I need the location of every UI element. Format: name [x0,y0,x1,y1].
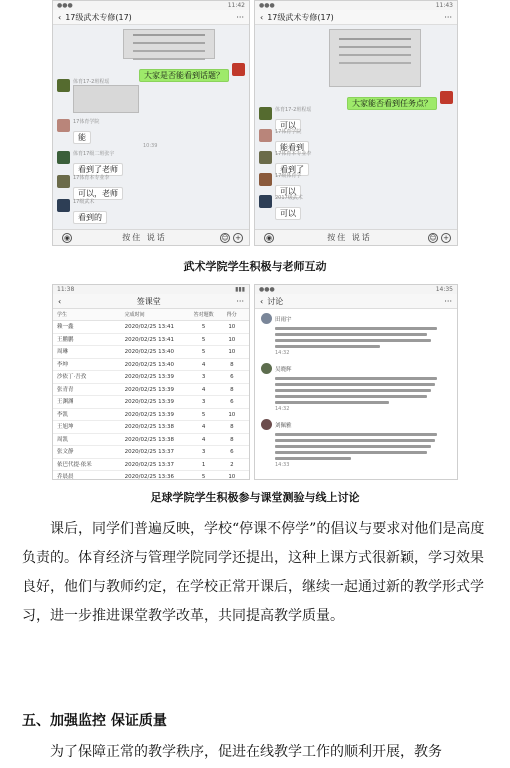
discussion-screenshot: ●●● 14:35 ‹ 讨论 ··· 田雨宇 14:32 吴晓辉 14:32 刘佩雅 14:33 [254,284,458,480]
table-row: 沙依丁·吾孜 2020/02/25 13:39 3 6 [53,371,249,384]
chat-title-bar [255,10,457,25]
chat-screenshot-left [52,0,250,246]
table-body [53,321,249,480]
table-row: 张文静 2020/02/25 13:37 3 6 [53,446,249,459]
table-row: 李坤 2020/02/25 13:40 4 8 [53,359,249,372]
status-bar: ●●● 11:42 [53,1,249,10]
chat-screenshot-right [254,0,458,246]
screen-title: 讨论 [267,296,284,306]
voice-icon[interactable]: ◉ [63,233,71,242]
avatar [261,363,272,374]
emoji-icon[interactable]: ☺ [429,233,437,242]
discussion-post: 刘佩雅 14:33 [261,419,451,468]
screen-title: 签课堂 [136,296,161,306]
table-row: 王旭坤 2020/02/25 13:38 4 8 [53,421,249,434]
body-paragraph: 为了保障正常的教学秩序，促进在线教学工作的顺利开展，教务 [50,744,442,760]
more-icon[interactable]: ··· [444,296,452,306]
caption-football: 足球学院学生积极参与课堂测验与线上讨论 [150,491,360,504]
table-row: 乔晨晨 2020/02/25 13:36 5 10 [53,471,249,480]
message-reply: 2017级武术 可以 [259,195,303,220]
message-reply: 17体育学院 能看到 [259,129,309,154]
shared-screenshot-image [123,29,215,59]
avatar [261,313,272,324]
hold-to-talk-button[interactable]: 按住 说话 [122,233,167,242]
message-reply: 体育17级二班张宇 看到了老师 [57,151,123,176]
back-icon[interactable]: ‹ [58,296,62,306]
more-icon[interactable]: ··· [444,12,452,22]
body-paragraph: 课后，同学们普遍反映，学校“停课不停学”的倡议与要求对他们是高度负责的。体育经济与管理学院同学还提出，这种上课方式很新颖，学习效果良好，他们与教师约定，在学校正常开课后，继续一起通过新的教学形式学习，进一步推进课堂教学改革，共同提高教学质量。 [22,521,485,624]
back-icon[interactable]: ‹ [260,296,264,306]
teacher-avatar [232,63,245,76]
avatar [261,419,272,430]
plus-icon[interactable]: + [233,233,243,243]
table-row: 王渊渊 2020/02/25 13:39 3 6 [53,396,249,409]
more-icon[interactable]: ··· [236,296,244,306]
message-question: 大家是否能看到话题？ [139,63,245,82]
chat-title: 17级武术专修(17) [267,12,334,22]
table-row: 周凯 2020/02/25 13:38 4 8 [53,434,249,447]
message-reply: 体育17-2班程瑶 可以 [259,107,311,132]
message-reply: 17体育本专业李 可以，老师 [57,175,123,200]
section-heading: 五、加强监控 保证质量 [22,713,167,729]
message-reply: 17体育本专业李 看到了 [259,151,311,176]
quiz-results-screenshot: 11:38 ▮▮▮ ‹ 签课堂 ··· 学生 完成时间 答对题数 得分 赖一鑫 2020/02/25 13:41 5 10 王鹏鹏 2020/02/25 13:41 5 10 周琳 2020/02/25 13:40 5 10 李坤 2020/02/25 13:40 4 8 沙依丁·吾孜 2020/02/25 13:39 3 6 张青青 2020/02/25 13:39 4 8 王渊渊 2020/02/25 13:39 3 6 李凯 2020/02/25 13:39 5 10 王旭坤 2020/02/25 13:38 4 8 周凯 2020/02/25 13:38 4 8 张文静 2020/02/25 13:37 3 6 依巴代提·依米 2020/02/25 13:37 1 2 乔晨晨 2020/02/25 13:36 5 10 [52,284,250,480]
chat-body [53,25,249,229]
emoji-icon[interactable]: ☺ [221,233,229,242]
chat-input-bar [53,229,249,245]
table-row: 依巴代提·依米 2020/02/25 13:37 1 2 [53,459,249,472]
chat-title-bar [53,10,249,25]
voice-icon[interactable]: ◉ [265,233,273,242]
discussion-post: 田雨宇 14:32 [261,313,451,356]
table-header: 学生 完成时间 答对题数 得分 [53,309,249,321]
shared-screenshot-image [329,29,421,87]
back-icon[interactable]: ‹ [260,12,264,22]
caption-wushu: 武术学院学生积极与老师互动 [183,260,327,273]
message-image: 体育17-2班程瑶 [57,79,139,113]
chat-title: 17级武术专修(17) [65,12,132,22]
chat-input-bar [255,229,457,245]
table-row: 周琳 2020/02/25 13:40 5 10 [53,346,249,359]
message-reply: 17级武术 看到的 [57,199,107,224]
plus-icon[interactable]: + [441,233,451,243]
more-icon[interactable]: ··· [236,12,244,22]
chat-body [255,25,457,229]
table-row: 王鹏鹏 2020/02/25 13:41 5 10 [53,334,249,347]
message-question: 大家能否看到任务点？ [347,91,453,110]
table-row: 李凯 2020/02/25 13:39 5 10 [53,409,249,422]
message-reply: 17级体育学 可以 [259,173,301,198]
back-icon[interactable]: ‹ [58,12,62,22]
status-bar: ●●● 11:43 [255,1,457,10]
hold-to-talk-button[interactable]: 按住 说话 [327,233,372,242]
table-row: 赖一鑫 2020/02/25 13:41 5 10 [53,321,249,334]
table-row: 张青青 2020/02/25 13:39 4 8 [53,384,249,397]
discussion-post: 吴晓辉 14:32 [261,363,451,412]
message-reply: 17体育学院 能 [57,119,99,144]
timestamp: 10:39 [143,143,158,149]
